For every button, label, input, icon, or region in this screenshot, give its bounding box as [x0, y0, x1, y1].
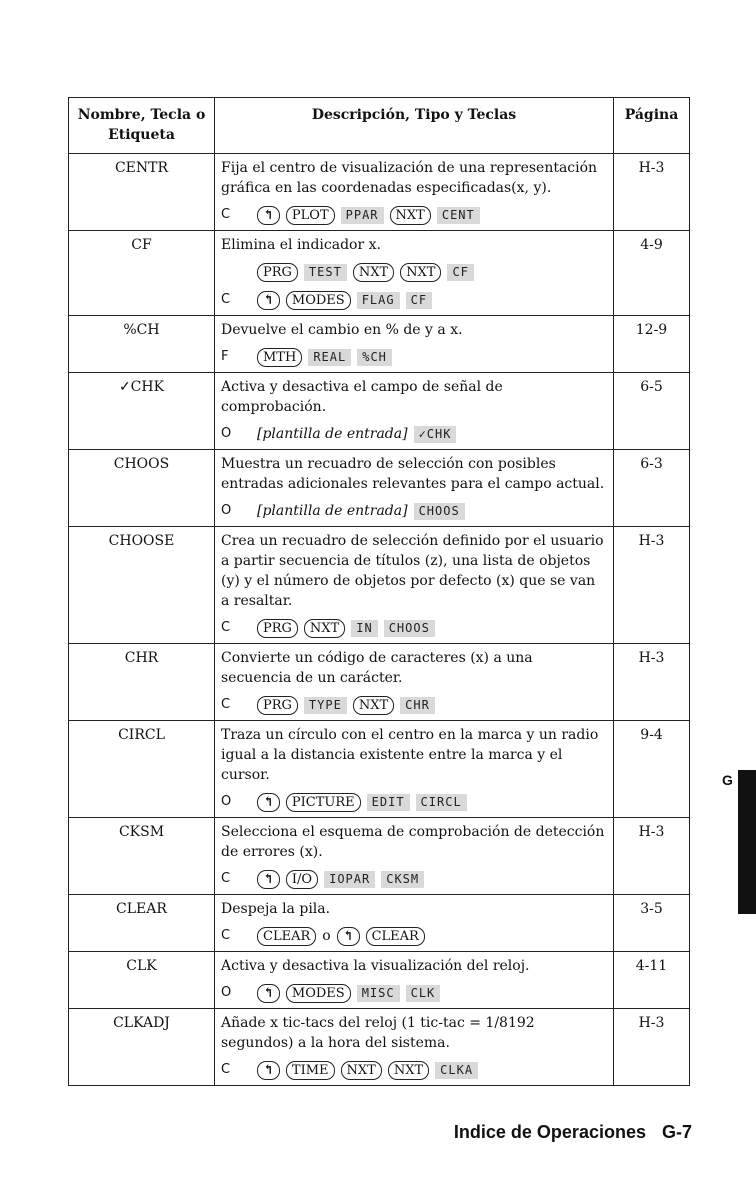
misc-softkey: MISC [357, 985, 400, 1002]
modes-key: MODES [286, 291, 351, 310]
op-name: CKSM [69, 818, 215, 895]
prg-key: PRG [257, 263, 298, 282]
mth-key: MTH [257, 348, 302, 367]
prg-key: PRG [257, 696, 298, 715]
header-description: Descripción, Tipo y Teclas [215, 98, 614, 154]
op-type: O [221, 426, 232, 441]
table-row [69, 450, 690, 527]
op-description: Activa y desactiva el campo de señal de comprobación. [221, 379, 503, 415]
clka-softkey: CLKA [435, 1062, 478, 1079]
key-sequence [221, 982, 607, 1004]
op-page: H-3 [614, 818, 690, 895]
op-description: Traza un círculo con el centro en la marca y un radio igual a la distancia existente entre la marca y el cursor. [221, 727, 599, 783]
left-shift-key: ↰ [257, 984, 280, 1003]
op-description: Muestra un recuadro de selección con posibles entradas adicionales relevantes para el campo actual. [221, 456, 605, 492]
nxt-key: NXT [388, 1061, 429, 1080]
page-footer [454, 1122, 692, 1143]
op-name: CF [69, 231, 215, 316]
op-page: 4-11 [614, 952, 690, 1009]
left-shift-key: ↰ [257, 1061, 280, 1080]
key-sequence [221, 346, 607, 368]
chr-softkey: CHR [400, 697, 435, 714]
flag-softkey: FLAG [357, 292, 400, 309]
key-sequence [221, 791, 607, 813]
op-description: Convierte un código de caracteres (x) a una secuencia de un carácter. [221, 650, 533, 686]
cent-softkey: CENT [437, 207, 480, 224]
op-name: CLKADJ [69, 1009, 215, 1086]
side-thumb-tab [738, 770, 756, 914]
choos-softkey: CHOOS [384, 620, 435, 637]
op-page: 6-3 [614, 450, 690, 527]
op-name: ✓CHK [69, 373, 215, 450]
ppar-softkey: PPAR [341, 207, 384, 224]
table-header-row [69, 98, 690, 154]
key-sequence [221, 423, 607, 445]
op-type: C [221, 697, 231, 712]
or-text: o [322, 928, 331, 944]
io-key: I/O [286, 870, 318, 889]
op-type: O [221, 985, 232, 1000]
table-row [69, 1009, 690, 1086]
op-name: CENTR [69, 154, 215, 231]
header-page: Página [614, 98, 690, 154]
key-sequence [221, 925, 607, 947]
iopar-softkey: IOPAR [324, 871, 375, 888]
op-description: Selecciona el esquema de comprobación de detección de errores (x). [221, 824, 605, 860]
key-sequence [221, 694, 607, 716]
op-description: Despeja la pila. [221, 901, 331, 917]
table-row [69, 895, 690, 952]
key-sequence [221, 1059, 607, 1081]
type-softkey: TYPE [304, 697, 347, 714]
plot-key: PLOT [286, 206, 335, 225]
op-page: 4-9 [614, 231, 690, 316]
nxt-key: NXT [341, 1061, 382, 1080]
op-type: O [221, 794, 232, 809]
table-row [69, 316, 690, 373]
picture-key: PICTURE [286, 793, 361, 812]
choos-softkey: CHOOS [414, 503, 465, 520]
key-sequence [221, 868, 607, 890]
op-type: C [221, 292, 231, 307]
in-softkey: IN [351, 620, 377, 637]
left-shift-key: ↰ [257, 291, 280, 310]
table-row [69, 231, 690, 316]
op-page: 12-9 [614, 316, 690, 373]
nxt-key: NXT [353, 696, 394, 715]
nxt-key: NXT [304, 619, 345, 638]
edit-softkey: EDIT [367, 794, 410, 811]
pct-ch-softkey: %CH [357, 349, 392, 366]
clear-key: CLEAR [366, 927, 425, 946]
op-type: C [221, 620, 231, 635]
side-tab-letter: G [722, 772, 733, 788]
op-description: Fija el centro de visualización de una representación gráfica en las coordenadas especificadas(x, y). [221, 160, 598, 196]
input-form-note: [plantilla de entrada] [257, 426, 408, 442]
operations-table [68, 97, 690, 1086]
key-sequence [221, 261, 607, 283]
table-row [69, 644, 690, 721]
op-page: H-3 [614, 644, 690, 721]
op-name: CIRCL [69, 721, 215, 818]
op-description: Activa y desactiva la visualización del reloj. [221, 958, 530, 974]
chk-softkey: ✓CHK [414, 426, 457, 443]
op-page: H-3 [614, 1009, 690, 1086]
cksm-softkey: CKSM [381, 871, 424, 888]
time-key: TIME [286, 1061, 335, 1080]
op-page: 3-5 [614, 895, 690, 952]
op-type: F [221, 349, 229, 364]
left-shift-key: ↰ [257, 793, 280, 812]
op-type: O [221, 503, 232, 518]
left-shift-key: ↰ [337, 927, 360, 946]
op-name: CLK [69, 952, 215, 1009]
key-sequence [221, 500, 607, 522]
real-softkey: REAL [308, 349, 351, 366]
nxt-key: NXT [390, 206, 431, 225]
prg-key: PRG [257, 619, 298, 638]
cf-softkey: CF [447, 264, 473, 281]
table-row [69, 373, 690, 450]
op-description: Elimina el indicador x. [221, 237, 381, 253]
table-row [69, 527, 690, 644]
op-description: Crea un recuadro de selección definido por el usuario a partir secuencia de títulos (z), una lista de objetos (y) y el número de objetos por defecto (x) que se van a resaltar. [221, 533, 604, 609]
left-shift-key: ↰ [257, 870, 280, 889]
op-page: 6-5 [614, 373, 690, 450]
key-sequence [221, 204, 607, 226]
clk-softkey: CLK [406, 985, 441, 1002]
nxt-key: NXT [353, 263, 394, 282]
op-page: 9-4 [614, 721, 690, 818]
clear-key: CLEAR [257, 927, 316, 946]
table-row [69, 952, 690, 1009]
op-name: CLEAR [69, 895, 215, 952]
modes-key: MODES [286, 984, 351, 1003]
op-type: C [221, 207, 231, 222]
key-sequence [221, 289, 607, 311]
op-description: Devuelve el cambio en % de y a x. [221, 322, 463, 338]
cf-softkey: CF [406, 292, 432, 309]
footer-title: Indice de Operaciones [453, 1122, 646, 1142]
op-type: C [221, 928, 231, 943]
table-row [69, 721, 690, 818]
key-sequence [221, 617, 607, 639]
table-row [69, 154, 690, 231]
op-name: %CH [69, 316, 215, 373]
left-shift-key: ↰ [257, 206, 280, 225]
op-page: H-3 [614, 154, 690, 231]
op-type: C [221, 1062, 231, 1077]
table-row [69, 818, 690, 895]
nxt-key: NXT [400, 263, 441, 282]
op-type: C [221, 871, 231, 886]
op-description: Añade x tic-tacs del reloj (1 tic-tac = 1/8192 segundos) a la hora del sistema. [221, 1015, 535, 1051]
header-name: Nombre, Tecla o Etiqueta [69, 98, 215, 154]
op-name: CHOOSE [69, 527, 215, 644]
test-softkey: TEST [304, 264, 347, 281]
input-form-note: [plantilla de entrada] [257, 503, 408, 519]
footer-page-number: G-7 [661, 1122, 692, 1142]
op-name: CHOOS [69, 450, 215, 527]
op-name: CHR [69, 644, 215, 721]
op-page: H-3 [614, 527, 690, 644]
circl-softkey: CIRCL [416, 794, 467, 811]
